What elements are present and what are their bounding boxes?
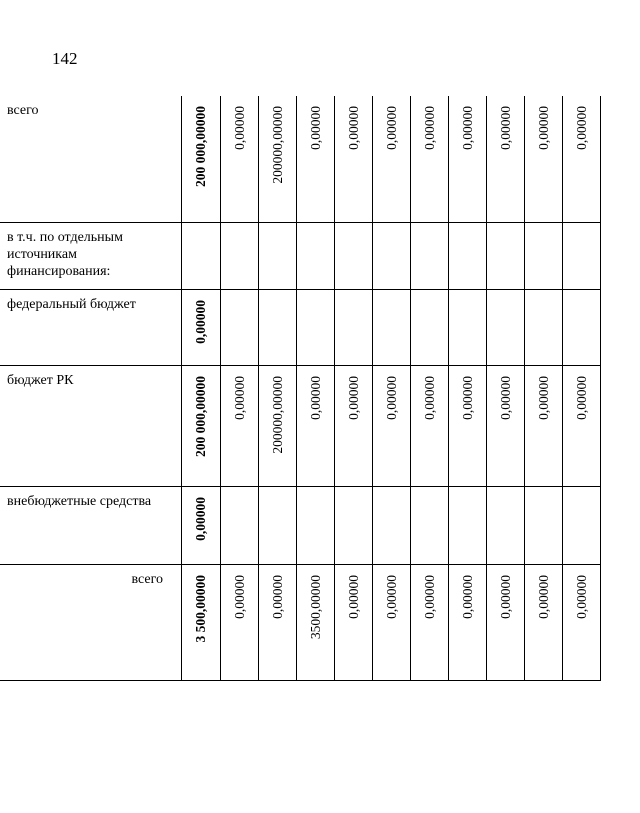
- value-cell: [297, 289, 335, 365]
- value-cell: [335, 365, 373, 486]
- cell-value: 0,00000: [497, 106, 513, 150]
- cell-value: 0,00000: [459, 375, 475, 420]
- value-cell: [449, 564, 487, 680]
- budget-table: [0, 96, 601, 681]
- value-cell: [411, 96, 449, 222]
- value-cell: [525, 289, 563, 365]
- cell-value: 0,00000: [231, 106, 247, 150]
- cell-value: 0,00000: [535, 574, 551, 619]
- cell-value: 0,00000: [307, 375, 323, 420]
- value-cell: [487, 222, 525, 289]
- value-cell: [259, 289, 297, 365]
- value-cell: [297, 564, 335, 680]
- value-cell: [335, 289, 373, 365]
- value-cell: [525, 365, 563, 486]
- row-total-cell: [182, 289, 221, 365]
- value-cell: [411, 222, 449, 289]
- value-cell: [335, 96, 373, 222]
- value-cell: [525, 96, 563, 222]
- cell-value: 200000,00000: [269, 375, 285, 454]
- table-row: [0, 96, 601, 222]
- value-cell: [487, 96, 525, 222]
- value-cell: [259, 96, 297, 222]
- value-cell: [297, 96, 335, 222]
- cell-value: 0,00000: [497, 574, 513, 619]
- value-cell: [259, 486, 297, 564]
- cell-value: 0,00000: [573, 375, 589, 420]
- row-total-cell: [182, 486, 221, 564]
- value-cell: [373, 365, 411, 486]
- row-total: 0,00000: [193, 299, 208, 344]
- cell-value: 200000,00000: [269, 106, 285, 184]
- value-cell: [259, 564, 297, 680]
- value-cell: [335, 222, 373, 289]
- value-cell: [259, 365, 297, 486]
- value-cell: [297, 486, 335, 564]
- value-cell: [221, 486, 259, 564]
- value-cell: [449, 289, 487, 365]
- table-row: [0, 365, 601, 486]
- value-cell: [411, 564, 449, 680]
- cell-value: 3500,00000: [307, 574, 323, 639]
- cell-value: 0,00000: [345, 574, 361, 619]
- value-cell: [221, 289, 259, 365]
- cell-value: 0,00000: [535, 375, 551, 420]
- row-total: 3 500,00000: [193, 574, 208, 642]
- cell-value: 0,00000: [421, 574, 437, 619]
- cell-value: 0,00000: [269, 574, 285, 619]
- value-cell: [297, 222, 335, 289]
- table-row: [0, 222, 601, 289]
- row-total-cell: [182, 96, 221, 222]
- value-cell: [221, 564, 259, 680]
- row-label: федеральный бюджет: [0, 289, 182, 365]
- cell-value: 0,00000: [307, 106, 323, 150]
- value-cell: [411, 289, 449, 365]
- table-row: [0, 564, 601, 680]
- value-cell: [563, 289, 601, 365]
- table-row: [0, 486, 601, 564]
- page-number: 142: [52, 49, 78, 68]
- row-total: 200 000,00000: [193, 106, 208, 187]
- table-row: [0, 289, 601, 365]
- cell-value: 0,00000: [573, 106, 589, 150]
- value-cell: [563, 486, 601, 564]
- cell-value: 0,00000: [573, 574, 589, 619]
- row-total-cell: [182, 365, 221, 486]
- value-cell: [411, 365, 449, 486]
- value-cell: [259, 222, 297, 289]
- row-label: бюджет РК: [0, 365, 182, 486]
- row-label: в т.ч. по отдельным источникам финансирования:: [0, 222, 182, 289]
- value-cell: [449, 96, 487, 222]
- cell-value: 0,00000: [421, 375, 437, 420]
- value-cell: [373, 289, 411, 365]
- cell-value: 0,00000: [497, 375, 513, 420]
- row-total: 0,00000: [193, 496, 208, 541]
- value-cell: [221, 96, 259, 222]
- value-cell: [563, 222, 601, 289]
- cell-value: 0,00000: [459, 106, 475, 150]
- row-total: 200 000,00000: [193, 375, 208, 457]
- value-cell: [373, 564, 411, 680]
- value-cell: [525, 486, 563, 564]
- value-cell: [449, 486, 487, 564]
- value-cell: [297, 365, 335, 486]
- value-cell: [525, 564, 563, 680]
- value-cell: [221, 365, 259, 486]
- value-cell: [373, 222, 411, 289]
- value-cell: [487, 564, 525, 680]
- value-cell: [487, 365, 525, 486]
- value-cell: [335, 564, 373, 680]
- value-cell: [563, 365, 601, 486]
- row-label: всего: [0, 564, 182, 680]
- value-cell: [373, 96, 411, 222]
- value-cell: [487, 289, 525, 365]
- row-total-cell: [182, 564, 221, 680]
- value-cell: [373, 486, 411, 564]
- row-label: всего: [0, 96, 182, 222]
- row-total-cell: [182, 222, 221, 289]
- value-cell: [411, 486, 449, 564]
- cell-value: 0,00000: [231, 574, 247, 619]
- cell-value: 0,00000: [421, 106, 437, 150]
- value-cell: [449, 365, 487, 486]
- value-cell: [221, 222, 259, 289]
- row-label: внебюджетные средства: [0, 486, 182, 564]
- value-cell: [563, 96, 601, 222]
- value-cell: [449, 222, 487, 289]
- value-cell: [563, 564, 601, 680]
- cell-value: 0,00000: [345, 375, 361, 420]
- cell-value: 0,00000: [383, 106, 399, 150]
- cell-value: 0,00000: [459, 574, 475, 619]
- cell-value: 0,00000: [231, 375, 247, 420]
- cell-value: 0,00000: [535, 106, 551, 150]
- value-cell: [487, 486, 525, 564]
- cell-value: 0,00000: [345, 106, 361, 150]
- cell-value: 0,00000: [383, 375, 399, 420]
- cell-value: 0,00000: [383, 574, 399, 619]
- value-cell: [335, 486, 373, 564]
- value-cell: [525, 222, 563, 289]
